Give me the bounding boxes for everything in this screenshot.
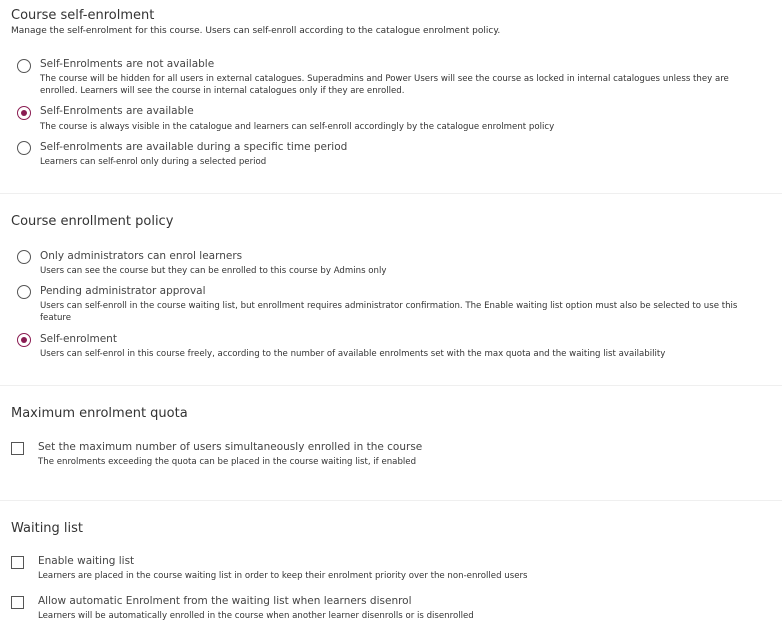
- option-label: Enable waiting list: [38, 555, 135, 567]
- enable-waiting-list-checkbox[interactable]: [11, 556, 24, 569]
- option-label: Self-enrolment: [40, 333, 117, 345]
- option-description: The enrolments exceeding the quota can be placed in the course waiting list, if enabled: [38, 457, 417, 467]
- waiting-list-title: Waiting list: [11, 521, 84, 536]
- radio-admins-only[interactable]: [17, 250, 31, 264]
- max-quota-checkbox[interactable]: [11, 442, 24, 455]
- option-description: The course is always visible in the catalogue and learners can self-enroll accordingly by the catalogue enrolment policy: [40, 122, 555, 132]
- self-enrolment-subtitle: Manage the self-enrolment for this course. Users can self-enroll according to the catalogue enrolment policy.: [11, 26, 501, 36]
- option-description: Users can self-enrol in this course freely, according to the number of available enrolments set with the max quota and the waiting list availability: [40, 349, 666, 359]
- option-label: Allow automatic Enrolment from the waiting list when learners disenrol: [38, 595, 412, 607]
- option-label: Set the maximum number of users simultaneously enrolled in the course: [38, 441, 423, 453]
- option-label: Self-Enrolments are not available: [40, 58, 215, 70]
- radio-not-available[interactable]: [17, 59, 31, 73]
- option-label: Only administrators can enrol learners: [40, 250, 243, 262]
- radio-pending-approval[interactable]: [17, 285, 31, 299]
- max-quota-title: Maximum enrolment quota: [11, 406, 188, 421]
- section-divider: [0, 193, 782, 194]
- radio-available[interactable]: [17, 106, 31, 120]
- option-description: The course will be hidden for all users in external catalogues. Superadmins and Power Users will see the course as locked in internal catalogues unless they are enrolled. Learners will see the course in internal catalogues only if they are enrolled.: [40, 74, 729, 96]
- section-divider: [0, 385, 782, 386]
- option-description: Users can see the course but they can be enrolled to this course by Admins only: [40, 266, 387, 276]
- option-description: Learners will be automatically enrolled in the course when another learner disenrolls or is disenrolled: [38, 611, 474, 621]
- option-label: Self-enrolments are available during a specific time period: [40, 141, 348, 153]
- option-description: Users can self-enroll in the course waiting list, but enrollment requires administrator confirmation. The Enable waiting list option must also be selected to use this feature: [40, 301, 738, 323]
- radio-self-enrolment[interactable]: [17, 333, 31, 347]
- section-divider: [0, 500, 782, 501]
- enrollment-policy-title: Course enrollment policy: [11, 214, 174, 229]
- option-description: Learners can self-enrol only during a selected period: [40, 157, 267, 167]
- radio-time-period[interactable]: [17, 141, 31, 155]
- option-label: Pending administrator approval: [40, 285, 206, 297]
- self-enrolment-title: Course self-enrolment: [11, 8, 155, 23]
- option-description: Learners are placed in the course waiting list in order to keep their enrolment priority over the non-enrolled users: [38, 571, 528, 581]
- option-label: Self-Enrolments are available: [40, 105, 194, 117]
- auto-enrol-checkbox[interactable]: [11, 596, 24, 609]
